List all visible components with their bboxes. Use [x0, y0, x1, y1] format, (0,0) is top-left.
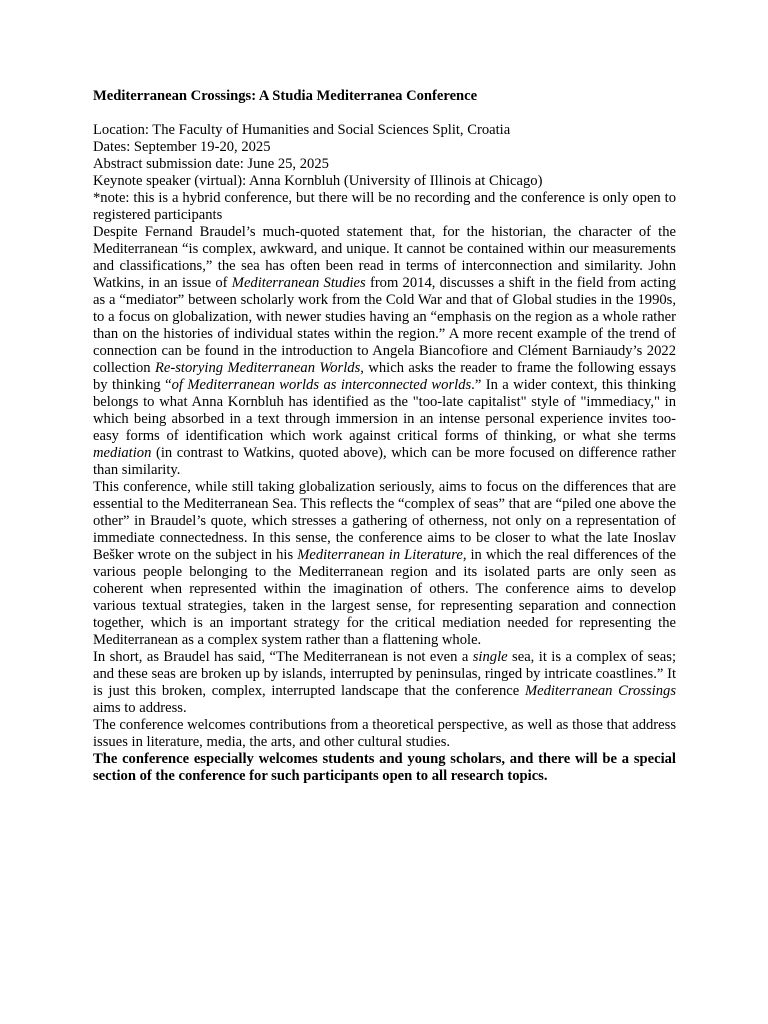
p1-text-a: Despite Fernand Braudel’s much-quoted statement that, for the historian, the character of the Mediterranean “is complex, awkward, and unique. It cannot be contained within our measurements and classifications,” the sea has often been read in terms of interconnection and similarity. John Watkins, in an issue of: [93, 224, 676, 291]
p2-emphasis-b: Mediterranean in Literature: [297, 547, 463, 563]
p3-text-e: aims to address.: [93, 700, 187, 716]
hybrid-note: *note: this is a hybrid conference, but there will be no recording and the conference is only open to registered participants: [93, 190, 676, 223]
p3-text-c: sea, it is a complex of seas; and these seas are broken up by islands, interrupted by peninsulas, ringed by intricate coastlines.” It is just this broken, complex, interrupted landscape that the conference: [93, 649, 676, 699]
p1-text-e: , which asks the reader to frame the following essays by thinking “: [93, 360, 676, 393]
p3-emphasis-b: single: [472, 649, 508, 665]
event-details: [93, 122, 676, 173]
p1-text-i: (in contrast to Watkins, quoted above), which can be more focused on difference rather than similarity.: [93, 445, 676, 478]
page-title: Mediterranean Crossings: A Studia Mediterranea Conference: [93, 88, 478, 104]
p2-text-a: This conference, while still taking globalization seriously, aims to focus on the differences that are essential to the Mediterranean Sea. This reflects the “complex of seas” that are “piled one above the other” in Braudel’s quote, which stresses a gathering of otherness, not only on a representation of immediate connectedness. In this sense, the conference aims to be closer to what the late Inoslav Bešker wrote on the subject in his: [93, 479, 676, 563]
paragraph-1: [93, 224, 676, 479]
p1-text-c: from 2014, discusses a shift in the field from acting as a “mediator” between scholarly work from the Cold War and that of Global studies in the 1990s, to a focus on globalization, with newer studies having an “emphasis on the region as a whole rather than on the histories of individual states within the region.” A more recent example of the trend of connection can be found in the introduction to Angela Biancofiore and Clément Barniaudy’s 2022 collection: [93, 275, 676, 376]
keynote-line: Keynote speaker (virtual): Anna Kornbluh (University of Illinois at Chicago): [93, 173, 543, 189]
p1-emphasis-f: of Mediterranean worlds as interconnected worlds: [171, 377, 472, 393]
p1-emphasis-d: Re-storying Mediterranean Worlds: [154, 360, 361, 376]
p3-emphasis-d: Mediterranean Crossings: [524, 683, 677, 699]
p1-emphasis-h: mediation: [93, 445, 152, 461]
p1-text-g: .” In a wider context, this thinking belongs to what Anna Kornbluh has identified as the "too-late capitalist" style of "immediacy," in which being absorbed in a text through immersion in an intense personal experience invites too-easy forms of identification which work against critical forms of thinking, or what she terms: [93, 377, 676, 444]
p3-text-a: In short, as Braudel has said, “The Mediterranean is not even a: [93, 649, 473, 665]
dates-line: Dates: September 19-20, 2025: [93, 139, 271, 155]
paragraph-4: The conference welcomes contributions from a theoretical perspective, as well as those that address issues in literature, media, the arts, and other cultural studies.: [93, 717, 676, 750]
paragraph-5-highlight: The conference especially welcomes students and young scholars, and there will be a special section of the conference for such participants open to all research topics.: [93, 751, 676, 784]
p1-emphasis-b: Mediterranean Studies: [231, 275, 366, 291]
paragraph-2: [93, 479, 676, 649]
abstract-date-line: Abstract submission date: June 25, 2025: [93, 156, 329, 172]
p2-text-c: , in which the real differences of the various people belonging to the Mediterranean region and its isolated parts are only seen as coherent when represented within the imagination of others. The conference aims to develop various textual strategies, taken in the largest sense, for representing separation and connection together, which is an important strategy for the critical mediation needed for representing the Mediterranean as a complex system rather than a flattening whole.: [93, 547, 676, 648]
paragraph-3: [93, 649, 676, 717]
location-line: Location: The Faculty of Humanities and Social Sciences Split, Croatia: [93, 122, 511, 138]
